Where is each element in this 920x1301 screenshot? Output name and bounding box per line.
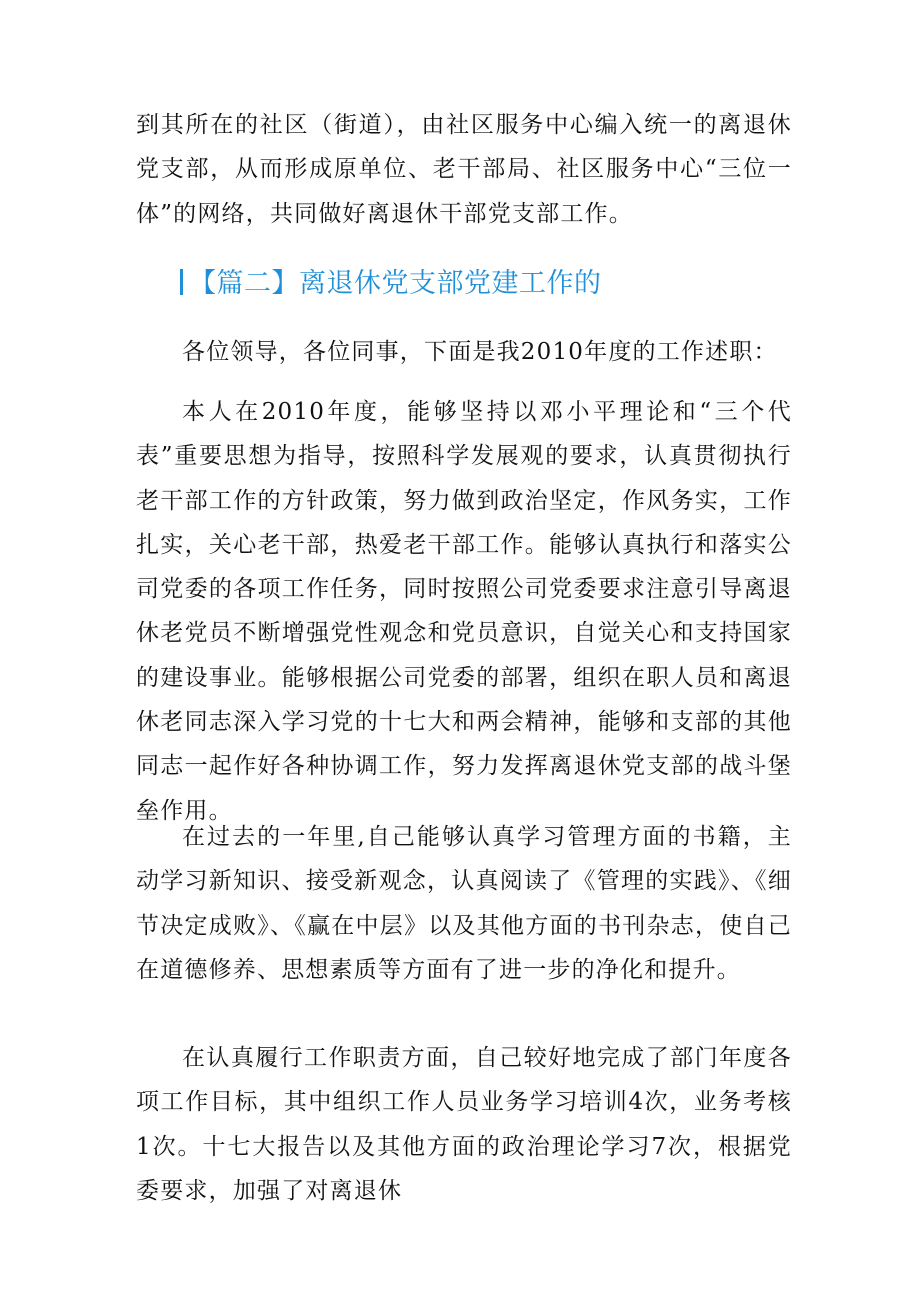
paragraph-duties: 在认真履行工作职责方面，自己较好地完成了部门年度各项工作目标，其中组织工作人员业务学习培训4次，业务考核1次。十七大报告以及其他方面的政治理论学习7次，根据党委要求，加强了对离退休 [136, 1045, 792, 1204]
heading-text: 【篇二】离退休党支部党建工作的 [189, 268, 602, 299]
paragraph-greeting: 各位领导，各位同事，下面是我2010年度的工作述职： [182, 339, 778, 365]
section-heading [180, 262, 602, 306]
carry-over-paragraph: 到其所在的社区（街道），由社区服务中心编入统一的离退休党支部，从而形成原单位、老干部局、社区服务中心“三位一体”的网络，共同做好离退休干部党支部工作。 [136, 112, 792, 227]
heading-marker-bar [180, 269, 183, 295]
paragraph-learning: 在过去的一年里,自己能够认真学习管理方面的书籍，主动学习新知识、接受新观念，认真阅读了《管理的实践》、《细节决定成败》、《赢在中层》以及其他方面的书刊杂志，使自己在道德修养、思想素质等方面有了进一步的净化和提升。 [136, 824, 792, 983]
paragraph-overview: 本人在2010年度，能够坚持以邓小平理论和“三个代表”重要思想为指导，按照科学发展观的要求，认真贯彻执行老干部工作的方针政策，努力做到政治坚定，作风务实，工作扎实，关心老干部，热爱老干部工作。能够认真执行和落实公司党委的各项工作任务，同时按照公司党委要求注意引导离退休老党员不断增强党性观念和党员意识，自觉关心和支持国家的建设事业。能够根据公司党委的部署，组织在职人员和离退休老同志深入学习党的十七大和两会精神，能够和支部的其他同志一起作好各种协调工作，努力发挥离退休党支部的战斗堡垒作用。 [136, 399, 792, 824]
